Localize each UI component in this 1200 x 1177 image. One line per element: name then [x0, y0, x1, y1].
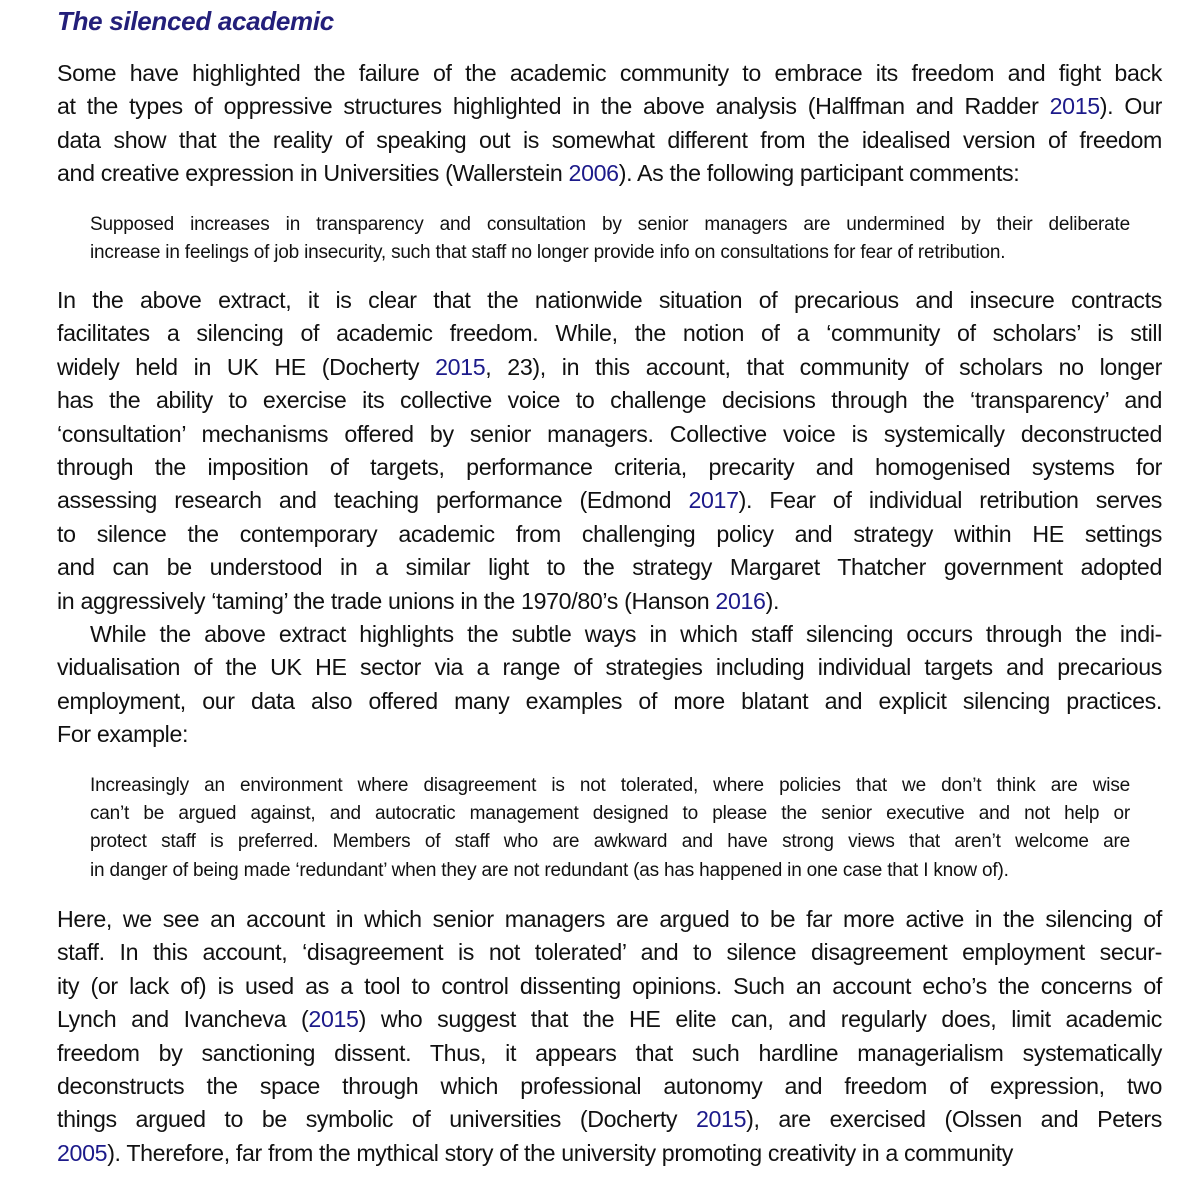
text-segment: and creative expression in Universities (Wallerstein — [57, 160, 569, 187]
text-line — [90, 772, 1130, 800]
text-line — [90, 828, 1130, 856]
text-line — [57, 484, 1162, 517]
text-segment: ). Therefore, far from the mythical story of the university promoting creativity in a community — [107, 1139, 1013, 1166]
text-segment: in danger of being made ‘redundant’ when they are not redundant (as has happened in one case that I know of). — [90, 859, 1009, 881]
text-segment: and can be understood in a similar light to the strategy Margaret Thatcher government adopted — [57, 554, 1162, 581]
text-segment: Supposed increases in transparency and consultation by senior managers are undermined by their deliberate — [90, 214, 1130, 235]
text-line — [57, 157, 1162, 190]
text-segment: Some have highlighted the failure of the academic community to embrace its freedom and fight back — [57, 60, 1162, 86]
text-segment: widely held in UK HE (Docherty — [57, 353, 436, 380]
text-segment: has the ability to exercise its collective voice to challenge decisions through the ‘transparency’ and — [57, 387, 1162, 414]
citation-link[interactable]: 2015 — [435, 353, 486, 380]
text-segment: Here, we see an account in which senior managers are argued to be far more active in the silencing of — [57, 906, 1162, 932]
citation-link[interactable]: 2015 — [695, 1106, 747, 1133]
text-line — [57, 418, 1162, 451]
text-segment: vidualisation of the UK HE sector via a range of strategies including individual targets and precarious — [57, 654, 1162, 681]
text-line — [57, 585, 1162, 618]
text-segment: While the above extract highlights the subtle ways in which staff silencing occurs through the indi- — [90, 620, 1162, 647]
text-line — [57, 451, 1162, 484]
text-line — [57, 351, 1162, 384]
citation-link[interactable]: 2015 — [308, 1006, 359, 1033]
text-line — [57, 903, 1162, 936]
text-line — [57, 1037, 1162, 1070]
text-line — [57, 284, 1162, 317]
citation-link[interactable]: 2005 — [57, 1139, 108, 1166]
text-segment: things argued to be symbolic of universities (Docherty — [57, 1106, 696, 1133]
text-segment: can’t be argued against, and autocratic management designed to please the senior executive and not help or — [90, 803, 1130, 825]
text-segment: in aggressively ‘taming’ the trade unions in the 1970/80’s (Hanson — [57, 587, 716, 614]
citation-link[interactable]: 2006 — [568, 160, 619, 187]
text-segment: increase in feelings of job insecurity, such that staff no longer provide info on consultations for fear of retribution. — [90, 242, 1006, 264]
text-line — [57, 1103, 1162, 1136]
text-line — [90, 800, 1130, 828]
text-segment: through the imposition of targets, performance criteria, precarity and homogenised systems for — [57, 453, 1162, 480]
text-segment: Increasingly an environment where disagreement is not tolerated, where policies that we don’t think are wise — [90, 775, 1130, 796]
text-line — [57, 1137, 1162, 1170]
text-line — [57, 57, 1162, 90]
text-segment: ). Our — [1099, 93, 1162, 120]
text-segment: deconstructs the space through which professional autonomy and freedom of expression, two — [57, 1072, 1162, 1099]
paragraph — [57, 57, 1162, 191]
text-line — [90, 211, 1130, 239]
text-line — [57, 551, 1162, 584]
text-line — [57, 685, 1162, 718]
citation-link[interactable]: 2017 — [688, 487, 739, 514]
text-segment: freedom by sanctioning dissent. Thus, it appears that such hardline managerialism systematically — [57, 1039, 1162, 1066]
text-segment: ). — [765, 587, 780, 614]
text-segment: In the above extract, it is clear that the nationwide situation of precarious and insecure contracts — [57, 287, 1162, 313]
text-segment: For example: — [57, 721, 189, 748]
text-segment: ity (or lack of) is used as a tool to control dissenting opinions. Such an account echo’s the concerns of — [57, 972, 1162, 999]
text-line — [57, 970, 1162, 1003]
text-line — [57, 1003, 1162, 1036]
text-segment: staff. In this account, ‘disagreement is not tolerated’ and to silence disagreement employment secur- — [57, 939, 1162, 966]
text-line — [57, 518, 1162, 551]
text-segment: to silence the contemporary academic from challenging policy and strategy within HE settings — [57, 520, 1162, 547]
text-line — [57, 124, 1162, 157]
paragraph — [57, 284, 1162, 751]
text-line — [57, 936, 1162, 969]
block-quote — [90, 772, 1130, 885]
text-segment: employment, our data also offered many examples of more blatant and explicit silencing practices. — [57, 687, 1162, 714]
text-segment: ), are exercised (Olssen and Peters — [746, 1106, 1163, 1133]
text-line — [90, 857, 1130, 885]
citation-link[interactable]: 2015 — [1049, 93, 1100, 120]
paragraph — [57, 903, 1162, 1170]
text-segment: ). Fear of individual retribution serves — [738, 487, 1162, 514]
text-line — [57, 384, 1162, 417]
text-line — [57, 651, 1162, 684]
text-line — [57, 618, 1162, 651]
text-segment: ). As the following participant comments: — [618, 160, 1020, 187]
text-segment: ) who suggest that the HE elite can, and regularly does, limit academic — [358, 1006, 1162, 1033]
text-line — [57, 1070, 1162, 1103]
text-line — [57, 90, 1162, 123]
text-line — [57, 317, 1162, 350]
text-segment: protect staff is preferred. Members of staff who are awkward and have strong views that aren’t welcome are — [90, 831, 1130, 853]
text-segment: data show that the reality of speaking out is somewhat different from the idealised version of freedom — [57, 126, 1162, 153]
block-quote — [90, 211, 1130, 267]
text-line — [90, 239, 1130, 267]
text-segment: assessing research and teaching performance (Edmond — [57, 487, 689, 514]
text-segment: at the types of oppressive structures highlighted in the above analysis (Halffman and Radder — [57, 93, 1050, 120]
text-segment: ‘consultation’ mechanisms offered by senior managers. Collective voice is systemically deconstructed — [57, 420, 1162, 447]
citation-link[interactable]: 2016 — [715, 587, 766, 614]
text-segment: Lynch and Ivancheva ( — [57, 1006, 309, 1033]
text-segment: facilitates a silencing of academic freedom. While, the notion of a ‘community of scholars’ is still — [57, 320, 1162, 347]
text-segment: , 23), in this account, that community of scholars no longer — [485, 353, 1162, 380]
section-heading: The silenced academic — [57, 6, 334, 36]
text-line — [57, 718, 1162, 751]
